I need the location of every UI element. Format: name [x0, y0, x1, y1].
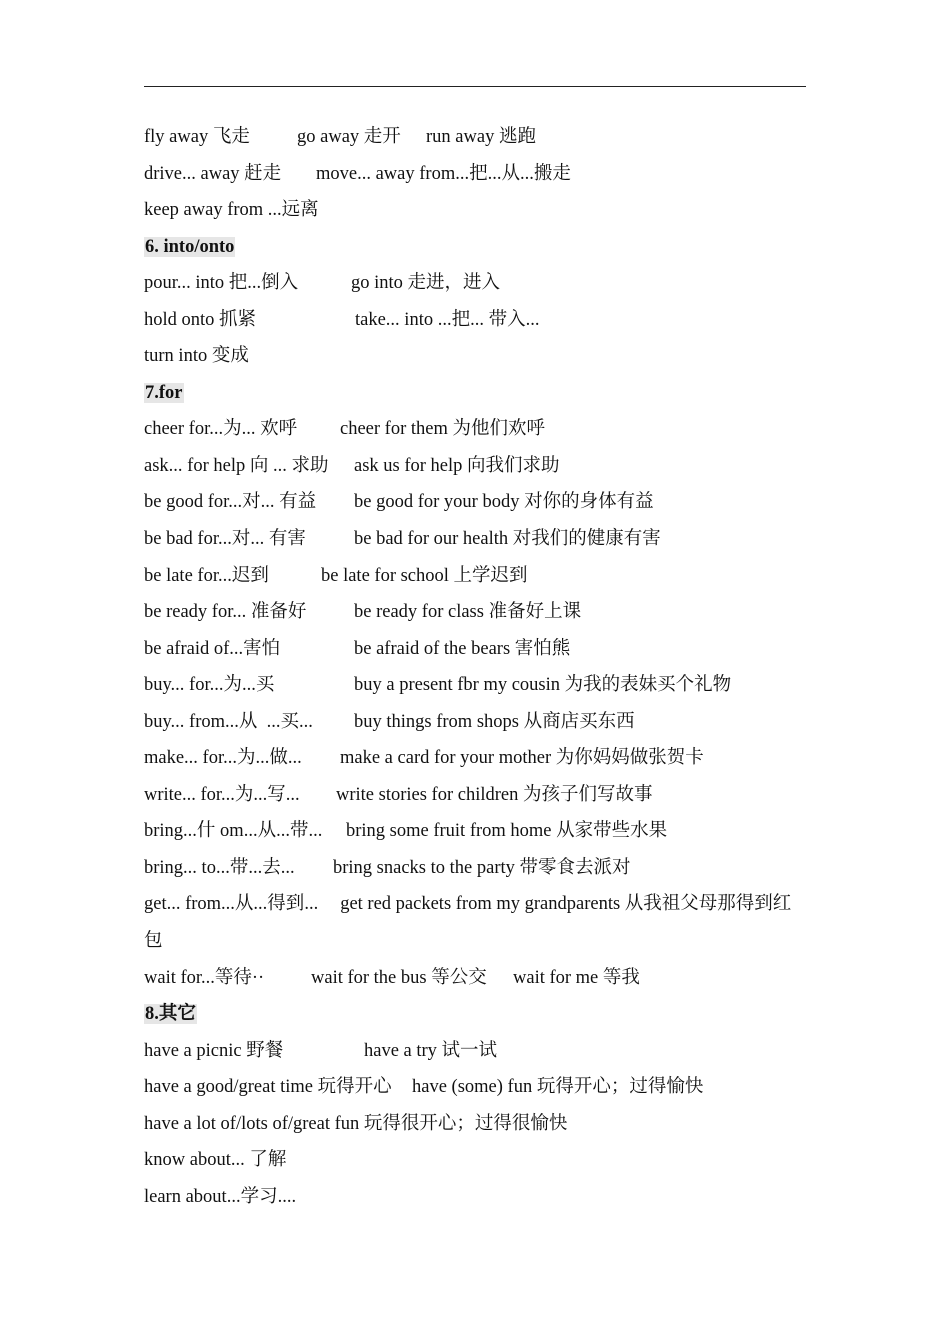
phrase-line	[144, 960, 824, 997]
phrase-line	[144, 631, 824, 668]
phrase: know about... 了解	[144, 1150, 287, 1171]
phrase-line	[144, 740, 824, 777]
phrase: make... for...为...做...	[144, 748, 302, 769]
phrase: buy... from...从 ...买...	[144, 711, 313, 732]
section-heading-text: 7.for	[145, 382, 183, 403]
phrase-line	[144, 1179, 824, 1216]
phrase-line	[144, 156, 824, 193]
phrase: write stories for children 为孩子们写故事	[336, 784, 653, 805]
phrase: bring snacks to the party 带零食去派对	[333, 857, 631, 878]
phrase: hold onto 抓紧	[144, 309, 257, 330]
section-heading	[144, 229, 824, 266]
phrase: bring...什 om...从...带...	[144, 821, 323, 842]
phrase-line	[144, 192, 824, 229]
phrase: be bad for...对... 有害	[144, 529, 306, 550]
phrase: be good for your body 对你的身体有益	[354, 492, 654, 513]
phrase-line	[144, 119, 824, 156]
phrase: buy a present fbr my cousin 为我的表妹买个礼物	[354, 675, 732, 696]
phrase-line	[144, 850, 824, 887]
phrase: write... for...为...写...	[144, 784, 300, 805]
phrase-line	[144, 1142, 824, 1179]
phrase: fly away 飞走	[144, 127, 250, 147]
phrase: get... from...从...得到...	[144, 894, 319, 915]
phrase: wait for the bus 等公交	[311, 967, 487, 988]
phrase: ask us for help 向我们求助	[354, 455, 560, 476]
phrase: be good for...对... 有益	[144, 492, 317, 513]
phrase: be afraid of...害怕	[144, 638, 281, 659]
phrase: cheer for...为... 欢呼	[144, 419, 298, 440]
phrase-line	[144, 302, 824, 339]
phrase-line	[144, 777, 824, 814]
phrase: bring some fruit from home 从家带些水果	[346, 821, 668, 842]
phrase: turn into 变成	[144, 346, 249, 367]
phrase-line	[144, 448, 824, 485]
phrase: take... into ...把... 带入...	[355, 309, 540, 330]
phrase: cheer for them 为他们欢呼	[340, 419, 545, 440]
phrase: be late for school 上学迟到	[321, 565, 528, 586]
phrase-line	[144, 594, 824, 631]
header-rule	[144, 86, 806, 87]
phrase: have a picnic 野餐	[144, 1040, 284, 1061]
phrase-line	[144, 411, 824, 448]
section-heading	[144, 996, 824, 1033]
phrase-line	[144, 265, 824, 302]
phrase: buy things from shops 从商店买东西	[354, 711, 635, 732]
phrase: wait for me 等我	[513, 967, 640, 988]
phrase-line	[144, 521, 824, 558]
phrase-line	[144, 338, 824, 375]
phrase-line	[144, 1069, 824, 1106]
phrase: be afraid of the bears 害怕熊	[354, 638, 571, 659]
phrase: be ready for class 准备好上课	[354, 602, 582, 623]
phrase: be ready for... 准备好	[144, 602, 307, 623]
phrase: have a lot of/lots of/great fun 玩得很开心；过得很愉快	[144, 1113, 568, 1134]
phrase: make a card for your mother 为你妈妈做张贺卡	[340, 748, 704, 769]
phrase: keep away from ...远离	[144, 200, 319, 221]
phrase-line	[144, 704, 824, 741]
phrase: go into 走进，进入	[351, 273, 501, 294]
phrase: buy... for...为...买	[144, 675, 275, 696]
phrase-line-wrapped	[144, 886, 808, 959]
phrase: be late for...迟到	[144, 565, 269, 586]
phrase-line	[144, 813, 824, 850]
section-heading-text: 8.其它	[145, 1004, 196, 1025]
phrase-line	[144, 558, 824, 595]
phrase: pour... into 把...倒入	[144, 273, 299, 294]
phrase-line	[144, 667, 824, 704]
phrase: move... away from...把...从...搬走	[316, 163, 571, 184]
phrase: wait for...等待··	[144, 967, 265, 988]
document-body	[144, 119, 824, 1215]
phrase: learn about...学习....	[144, 1186, 297, 1207]
phrase: go away 走开	[297, 127, 401, 147]
section-heading	[144, 375, 824, 412]
phrase-line	[144, 484, 824, 521]
section-heading-text: 6. into/onto	[145, 236, 235, 257]
phrase-line	[144, 1106, 824, 1143]
phrase-line	[144, 1033, 824, 1070]
phrase: drive... away 赶走	[144, 163, 282, 184]
phrase: run away 逃跑	[426, 127, 536, 147]
phrase: be bad for our health 对我们的健康有害	[354, 529, 661, 550]
phrase: bring... to...带...去...	[144, 857, 295, 878]
phrase: ask... for help 向 ... 求助	[144, 455, 329, 476]
phrase: have (some) fun 玩得开心；过得愉快	[412, 1077, 704, 1098]
phrase: have a try 试一试	[364, 1040, 498, 1061]
phrase: have a good/great time 玩得开心	[144, 1077, 392, 1098]
phrase: get red packets from my grandparents 从我祖父母那得到红包	[144, 894, 792, 952]
